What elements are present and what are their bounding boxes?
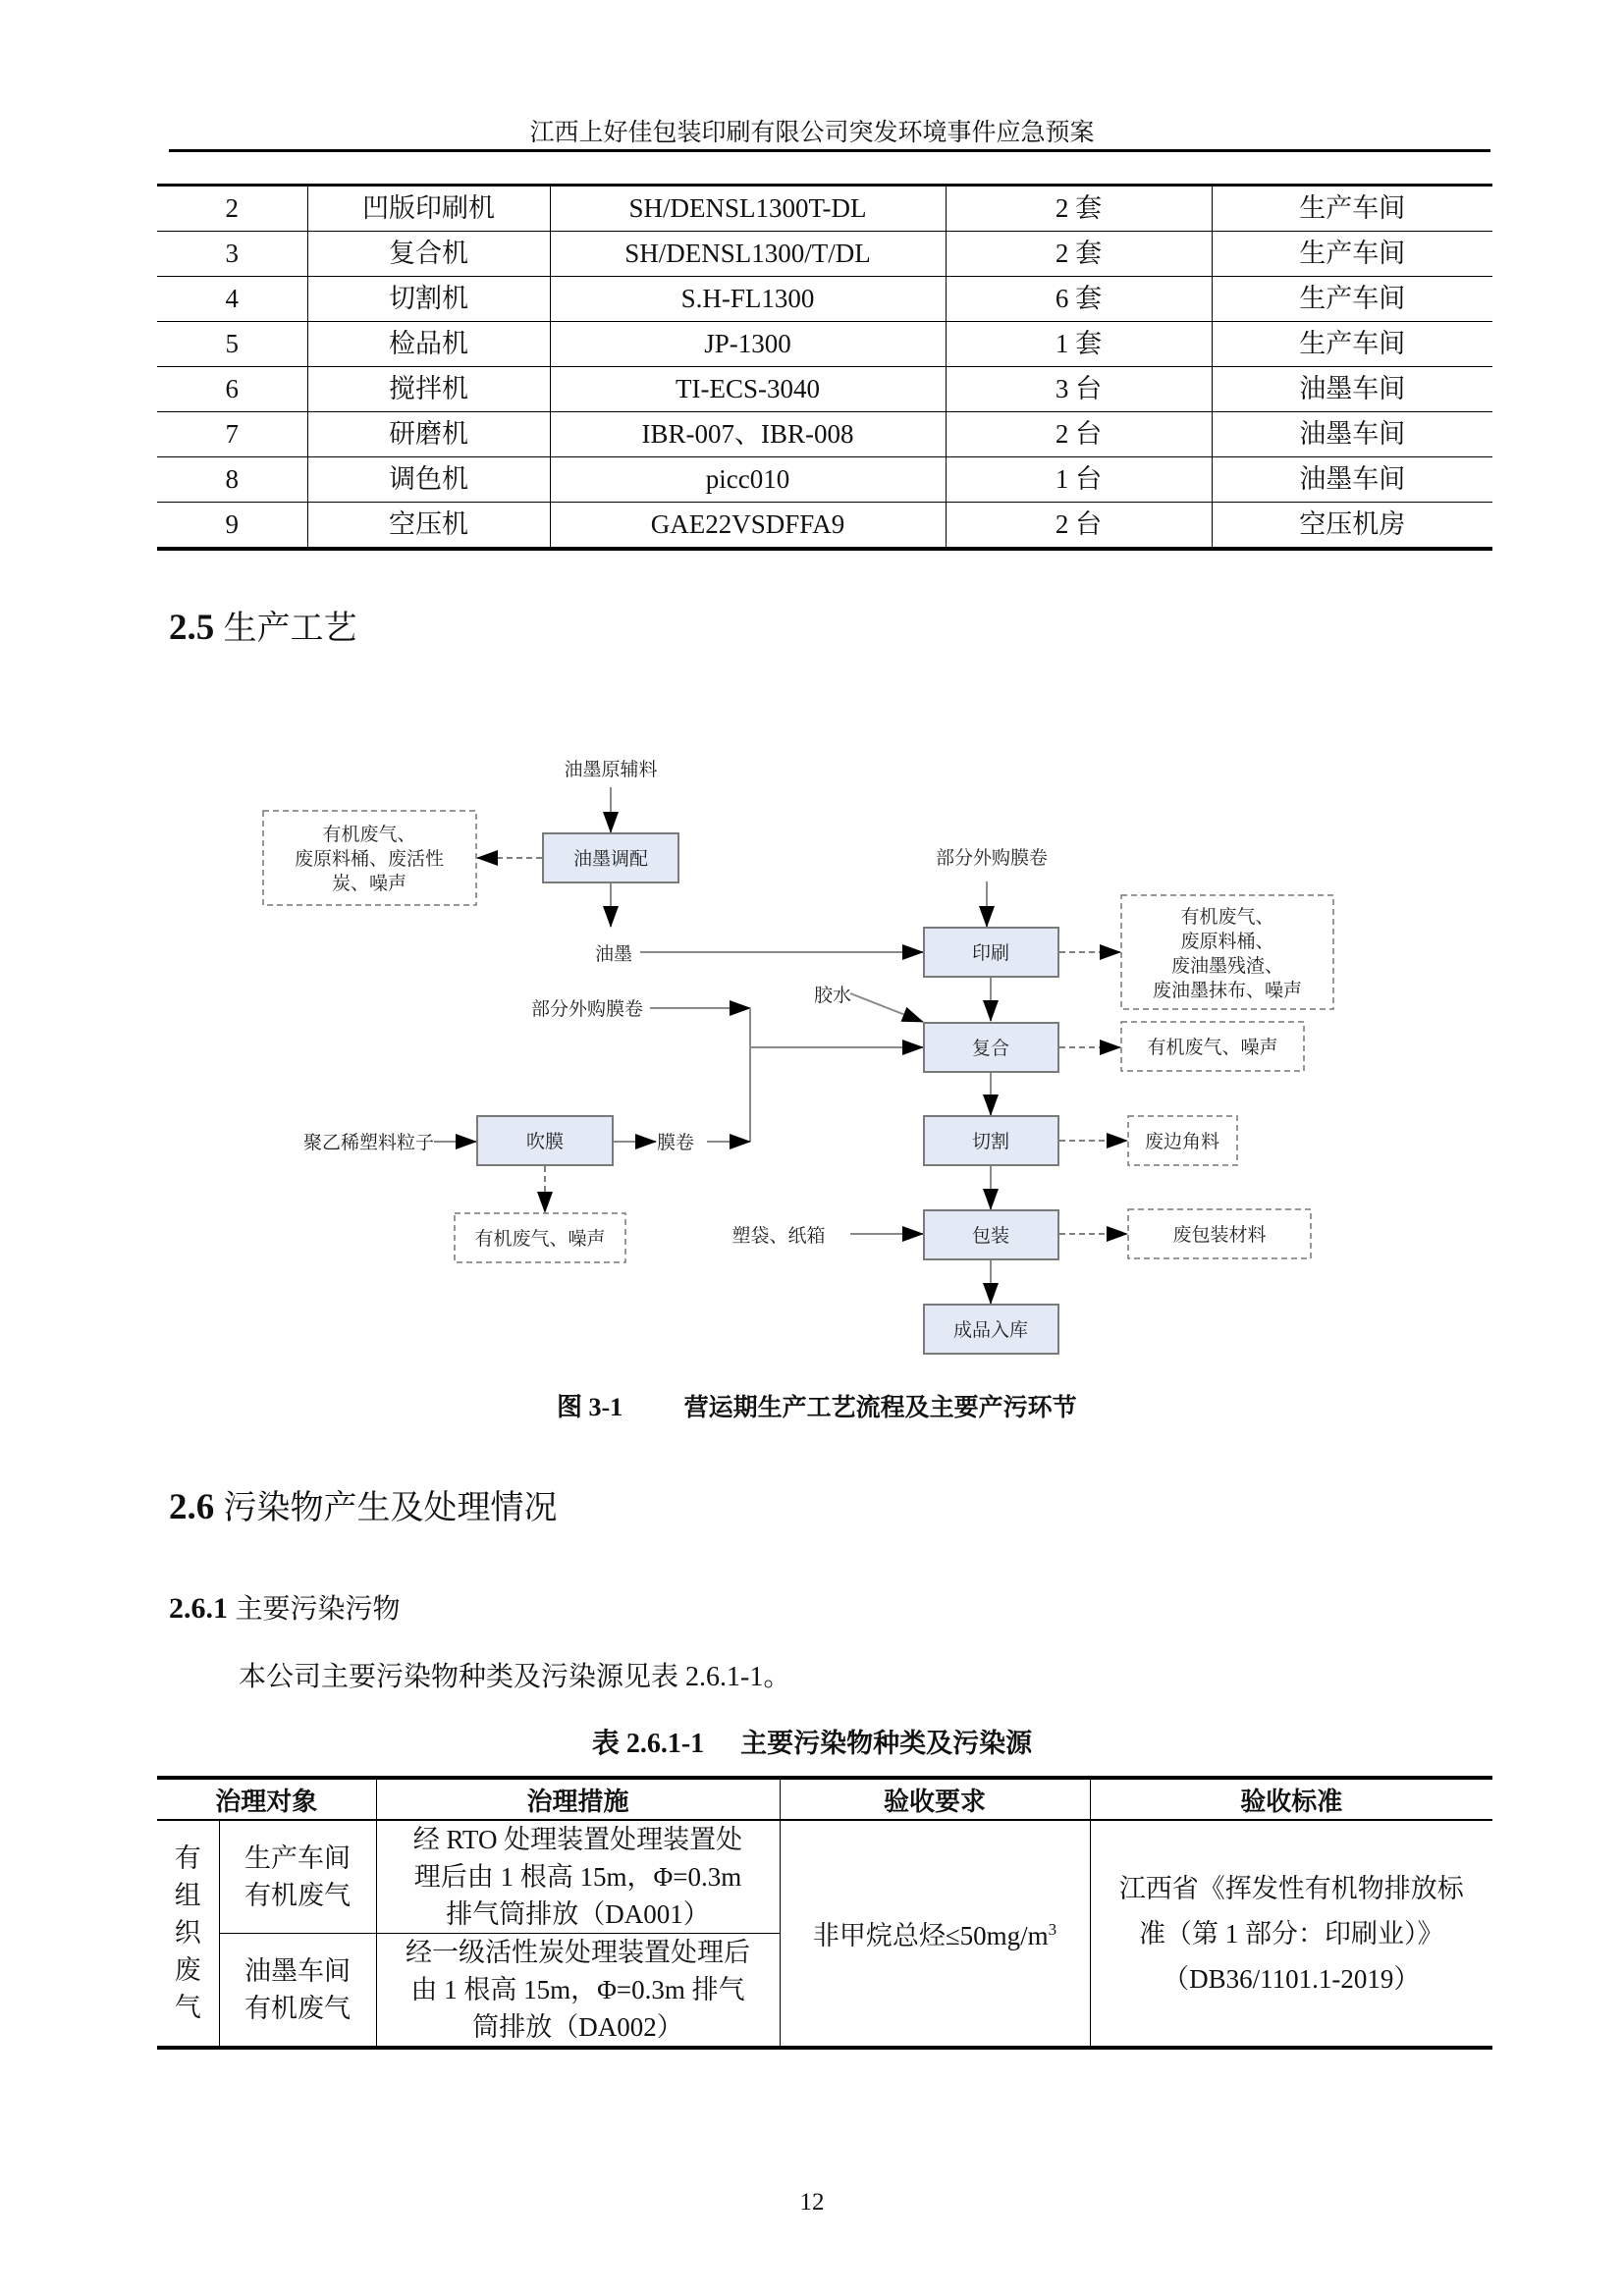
process-packaging-label: 包装 xyxy=(971,1225,1010,1247)
figure-title: 营运期生产工艺流程及主要产污环节 xyxy=(683,1393,1077,1421)
standard-line: 准（第 1 部分：印刷业）》 xyxy=(1139,1918,1444,1949)
cell-name: 切割机 xyxy=(307,277,550,322)
requirement-superscript: 3 xyxy=(1048,1920,1057,1939)
measure-line: 筒排放（DA002） xyxy=(472,2012,683,2042)
cell-location: 生产车间 xyxy=(1212,277,1492,322)
cell-no: 4 xyxy=(157,277,307,322)
cell-name: 空压机 xyxy=(307,503,550,550)
measure-line: 经一级活性炭处理装置处理后 xyxy=(406,1938,750,1967)
figure-caption xyxy=(557,1387,1077,1423)
input-pe-pellets: 聚乙稀塑料粒子 xyxy=(302,1132,434,1153)
waste-printing-line1: 有机废气、 xyxy=(1180,906,1274,928)
category-organized-exhaust xyxy=(157,1820,219,2048)
cell-no: 6 xyxy=(157,367,307,412)
cell-location: 油墨车间 xyxy=(1212,412,1492,457)
subsection-title: 主要污染污物 xyxy=(235,1592,401,1625)
process-printing-label: 印刷 xyxy=(971,942,1010,964)
object-line: 有机废气 xyxy=(244,1881,351,1910)
table-number: 表 2.6.1-1 xyxy=(591,1729,705,1759)
input-bags-boxes: 塑袋、纸箱 xyxy=(731,1225,826,1247)
waste-printing-line3: 废油墨残渣、 xyxy=(1170,955,1284,977)
waste-ink-mixing-line2: 废原料桶、废活性 xyxy=(294,848,445,870)
requirement-cell xyxy=(780,1820,1090,2048)
cell-location: 油墨车间 xyxy=(1212,457,1492,503)
standard-line: 江西省《挥发性有机物排放标 xyxy=(1118,1873,1464,1903)
header-treatment-measure: 治理措施 xyxy=(376,1778,780,1820)
cell-no: 9 xyxy=(157,503,307,550)
cell-qty: 1 套 xyxy=(946,322,1212,367)
cell-qty: 2 套 xyxy=(946,186,1212,232)
section-heading-2-6 xyxy=(169,1480,558,1528)
category-char: 有 xyxy=(174,1842,201,1874)
category-char: 气 xyxy=(174,1992,201,2023)
body-paragraph: 本公司主要污染物种类及污染源见表 2.6.1-1。 xyxy=(239,1662,791,1692)
cell-model: TI-ECS-3040 xyxy=(550,367,946,412)
cell-model: GAE22VSDFFA9 xyxy=(550,503,946,550)
waste-cutting-label: 废边角料 xyxy=(1144,1131,1220,1152)
arrow-glue-to-laminating xyxy=(850,993,923,1022)
table-caption xyxy=(0,1722,1624,1761)
input-ink: 油墨 xyxy=(594,943,633,965)
waste-film-blowing-label: 有机废气、噪声 xyxy=(474,1228,606,1250)
table-title: 主要污染物种类及污染源 xyxy=(740,1729,1033,1759)
cell-location: 空压机房 xyxy=(1212,503,1492,550)
section-title: 污染物产生及处理情况 xyxy=(223,1488,558,1527)
measure-activated-carbon xyxy=(376,1934,780,2049)
header-treatment-object: 治理对象 xyxy=(157,1778,376,1820)
process-warehousing-label: 成品入库 xyxy=(952,1319,1029,1341)
waste-ink-mixing-line1: 有机废气、 xyxy=(322,824,416,845)
cell-name: 搅拌机 xyxy=(307,367,550,412)
cell-model: S.H-FL1300 xyxy=(550,277,946,322)
category-char: 织 xyxy=(174,1917,201,1949)
cell-qty: 3 台 xyxy=(946,367,1212,412)
cell-model: IBR-007、IBR-008 xyxy=(550,412,946,457)
cell-name: 凹版印刷机 xyxy=(307,186,550,232)
waste-printing-line2: 废原料桶、 xyxy=(1180,931,1274,952)
cell-no: 7 xyxy=(157,412,307,457)
cell-qty: 1 台 xyxy=(946,457,1212,503)
measure-line: 理后由 1 根高 15m，Φ=0.3m xyxy=(413,1862,742,1892)
section-number: 2.6 xyxy=(169,1487,215,1527)
output-film-roll: 膜卷 xyxy=(657,1132,695,1153)
input-ink-raw-materials: 油墨原辅料 xyxy=(564,759,658,780)
cell-qty: 2 台 xyxy=(946,503,1212,550)
cell-name: 复合机 xyxy=(307,232,550,277)
cell-model: picc010 xyxy=(550,457,946,503)
waste-packaging-label: 废包装材料 xyxy=(1172,1224,1267,1246)
waste-printing-line4: 废油墨抹布、噪声 xyxy=(1152,980,1303,1001)
process-film-blowing-label: 吹膜 xyxy=(525,1131,565,1152)
subsection-number: 2.6.1 xyxy=(169,1592,228,1625)
process-ink-mixing-label: 油墨调配 xyxy=(572,848,649,870)
waste-laminating-label: 有机废气、噪声 xyxy=(1147,1037,1278,1058)
cell-model: JP-1300 xyxy=(550,322,946,367)
object-line: 生产车间 xyxy=(244,1843,351,1873)
section-title: 生产工艺 xyxy=(223,609,357,648)
cell-no: 8 xyxy=(157,457,307,503)
cell-model: SH/DENSL1300/T/DL xyxy=(550,232,946,277)
measure-line: 由 1 根高 15m，Φ=0.3m 排气 xyxy=(410,1975,745,2004)
header-acceptance-standard: 验收标准 xyxy=(1090,1778,1492,1820)
input-glue: 胶水 xyxy=(813,985,852,1006)
cell-no: 5 xyxy=(157,322,307,367)
cell-no: 3 xyxy=(157,232,307,277)
section-number: 2.5 xyxy=(169,608,215,648)
standard-line: （DB36/1101.1-2019） xyxy=(1163,1963,1421,1994)
figure-number: 图 3-1 xyxy=(557,1393,623,1421)
waste-ink-mixing-line3: 炭、噪声 xyxy=(331,873,407,894)
pollutant-table xyxy=(157,1776,1492,2050)
cell-qty: 2 套 xyxy=(946,232,1212,277)
object-line: 有机废气 xyxy=(244,1994,351,2023)
cell-location: 生产车间 xyxy=(1212,186,1492,232)
object-production-workshop xyxy=(219,1820,376,1934)
header-acceptance-requirement: 验收要求 xyxy=(780,1778,1090,1820)
cell-model: SH/DENSL1300T-DL xyxy=(550,186,946,232)
cell-qty: 2 台 xyxy=(946,412,1212,457)
page-number: 12 xyxy=(799,2189,825,2216)
cell-name: 调色机 xyxy=(307,457,550,503)
cell-name: 检品机 xyxy=(307,322,550,367)
object-line: 油墨车间 xyxy=(244,1956,351,1986)
cell-location: 生产车间 xyxy=(1212,232,1492,277)
measure-line: 经 RTO 处理装置处理装置处 xyxy=(412,1825,743,1854)
cell-name: 研磨机 xyxy=(307,412,550,457)
object-ink-workshop xyxy=(219,1934,376,2049)
cell-qty: 6 套 xyxy=(946,277,1212,322)
requirement-text: 非甲烷总烃≤50mg/m xyxy=(812,1921,1049,1950)
standard-cell xyxy=(1090,1820,1492,2048)
category-char: 组 xyxy=(174,1880,201,1911)
input-purchased-film-left: 部分外购膜卷 xyxy=(530,998,643,1020)
measure-line: 排气筒排放（DA001） xyxy=(446,1899,710,1929)
section-heading-2-6-1 xyxy=(169,1587,401,1627)
document-header-title: 江西上好佳包装印刷有限公司突发环境事件应急预案 xyxy=(529,120,1095,146)
cell-no: 2 xyxy=(157,186,307,232)
input-purchased-film-top: 部分外购膜卷 xyxy=(935,847,1049,869)
process-cutting-label: 切割 xyxy=(971,1131,1010,1152)
cell-location: 生产车间 xyxy=(1212,322,1492,367)
measure-rto xyxy=(376,1820,780,1934)
category-char: 废 xyxy=(174,1954,201,1986)
cell-location: 油墨车间 xyxy=(1212,367,1492,412)
process-laminating-label: 复合 xyxy=(971,1038,1010,1059)
